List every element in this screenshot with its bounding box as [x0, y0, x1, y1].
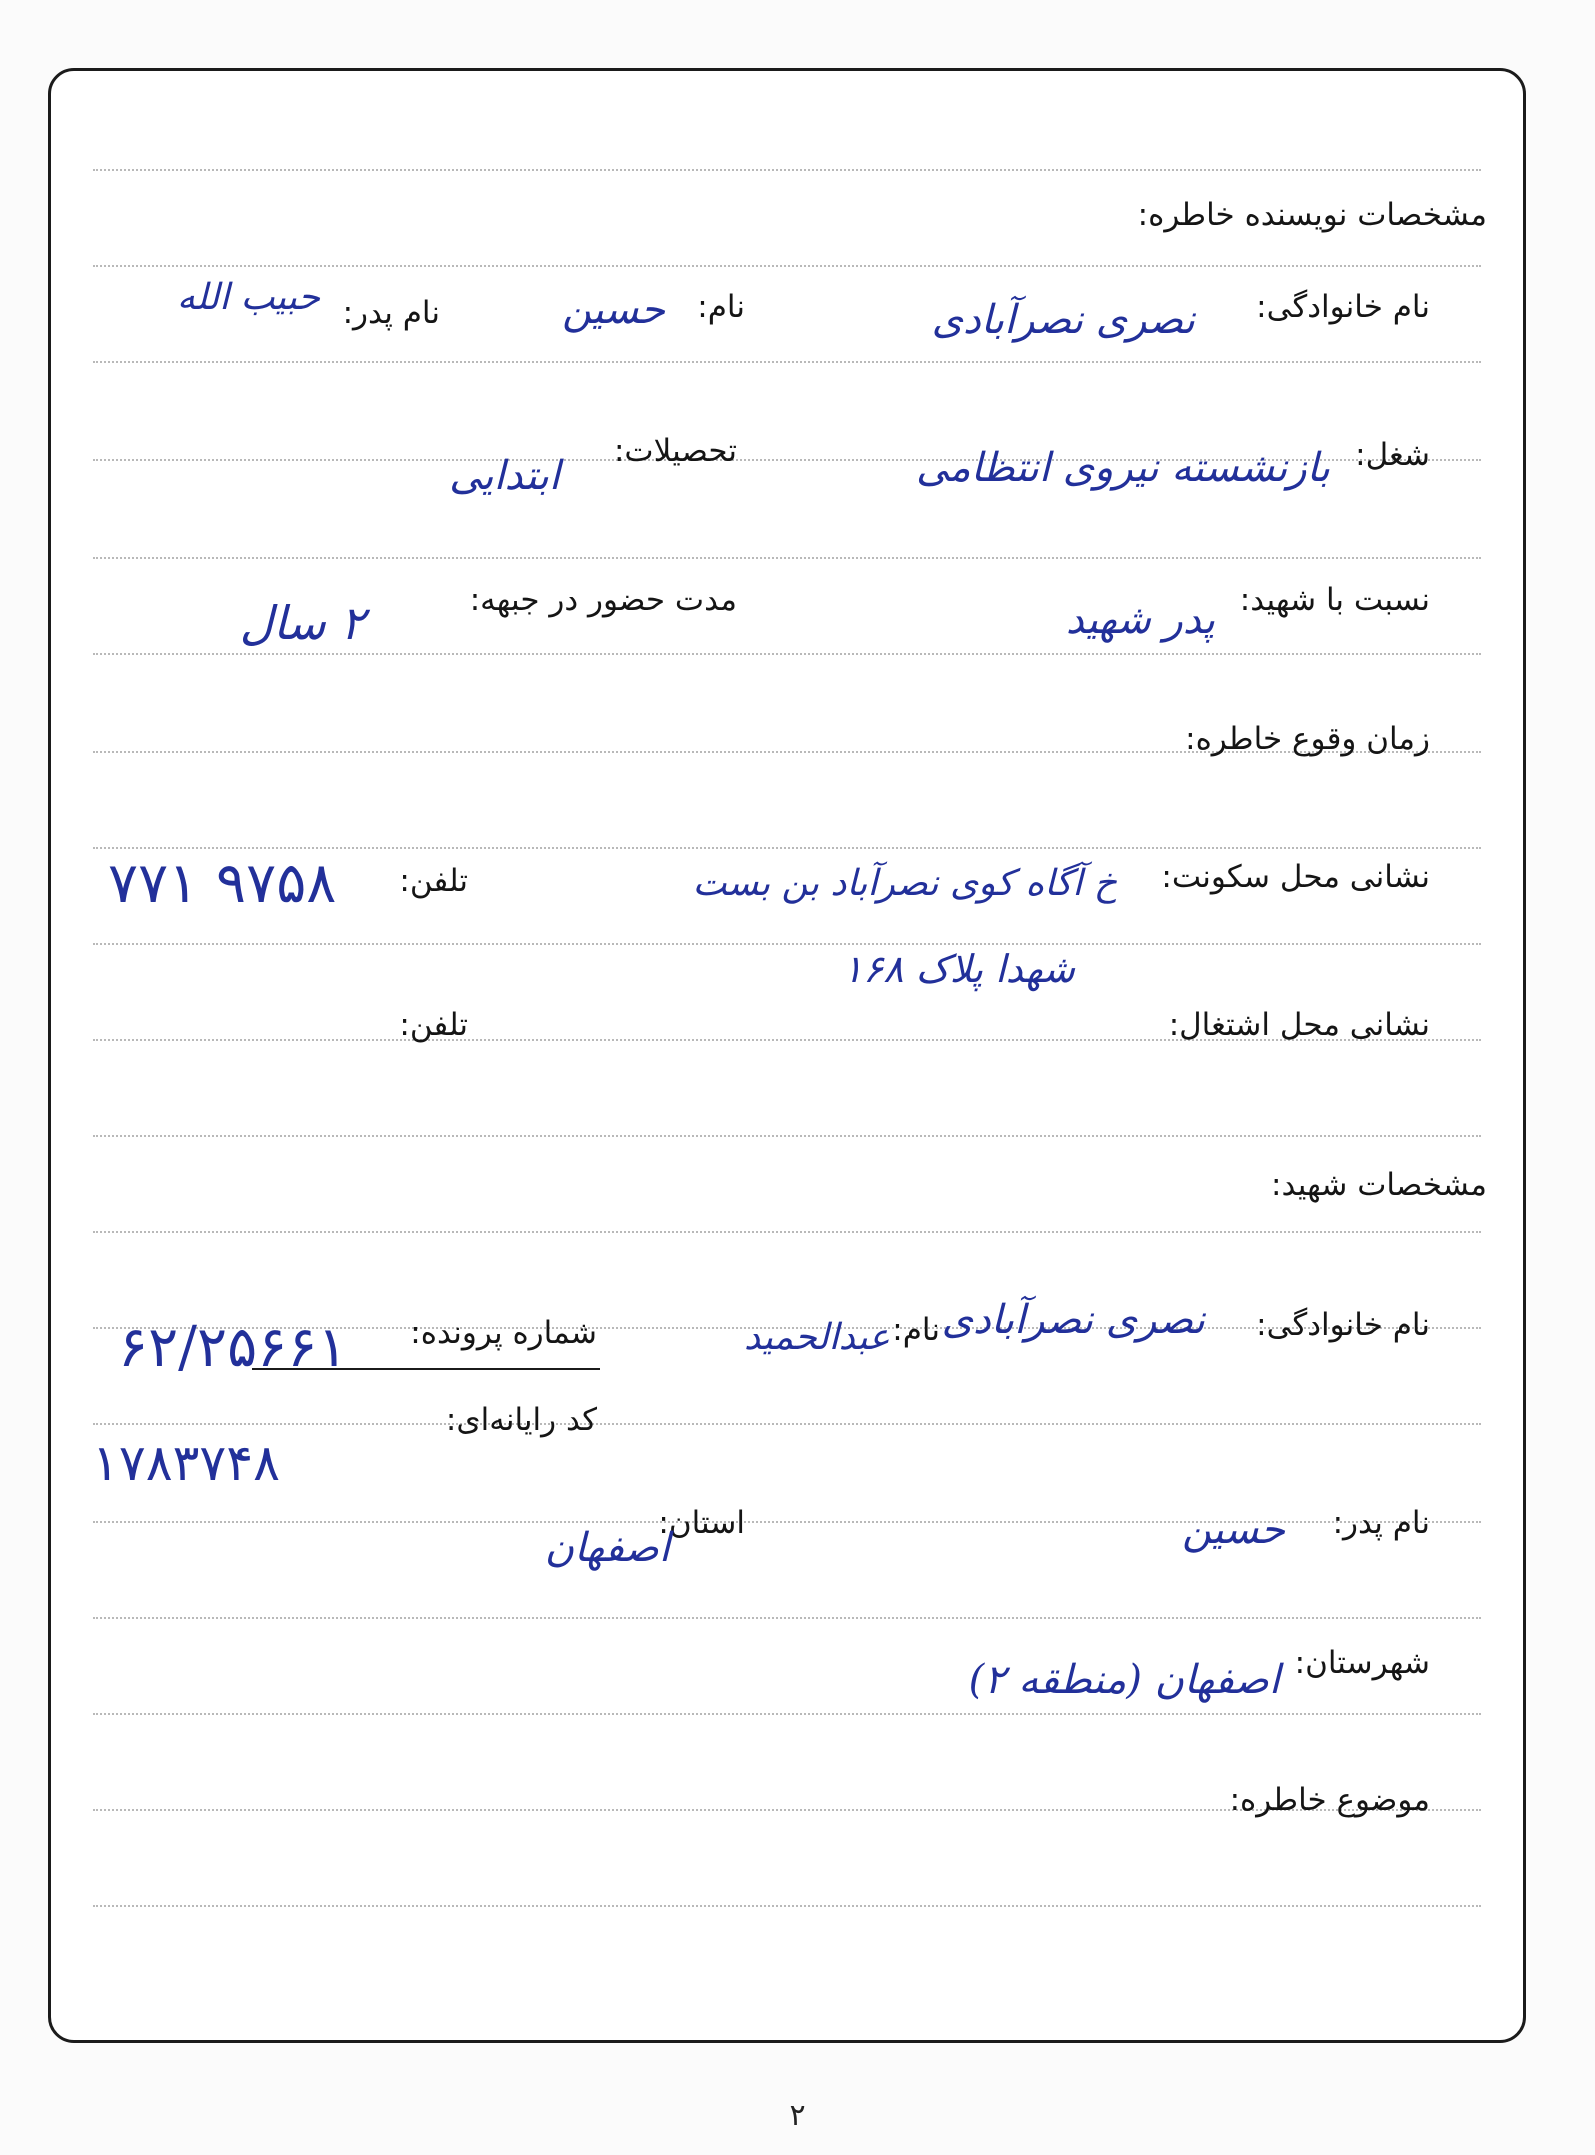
memory-subject-label: موضوع خاطره: — [1229, 1782, 1430, 1818]
writer-name-value: حسین — [562, 287, 665, 333]
martyr-name-value: عبدالحمید — [743, 1317, 890, 1358]
form-frame — [48, 68, 1526, 2043]
writer-home-address-value: خ آگاه کوی نصرآباد بن بست — [692, 863, 1117, 904]
martyr-city-label: شهرستان: — [1294, 1645, 1430, 1681]
martyr-computer-code-label: کد رایانه‌ای: — [445, 1402, 597, 1438]
writer-memory-time-label: زمان وقوع خاطره: — [1185, 721, 1430, 757]
writer-home-phone-value: ۷۷۱ ۹۷۵۸ — [108, 851, 337, 916]
page-number: ۲ — [789, 2098, 806, 2133]
writer-relation-value: پدر شهید — [1065, 597, 1215, 643]
martyr-family-name-label: نام خانوادگی: — [1256, 1307, 1430, 1343]
martyr-name-label: نام: — [892, 1312, 940, 1348]
martyr-computer-code-value: ۱۷۸۳۷۴۸ — [92, 1434, 280, 1492]
writer-home-address-value-2: شهدا پلاک ۱۶۸ — [842, 947, 1075, 991]
writer-home-address-label: نشانی محل سکونت: — [1161, 859, 1430, 895]
writer-family-name-label: نام خانوادگی: — [1256, 289, 1430, 325]
writer-father-label: نام پدر: — [342, 295, 440, 331]
writer-family-name-value: نصری نصرآبادی — [931, 297, 1195, 343]
writer-job-label: شغل: — [1355, 437, 1430, 473]
martyr-family-name-value: نصری نصرآبادی — [941, 1297, 1205, 1343]
writer-work-address-label: نشانی محل اشتغال: — [1168, 1007, 1430, 1043]
martyr-file-number-value: ۶۲/۲۵۶۶۱ — [118, 1315, 348, 1380]
writer-education-value: ابتدایی — [449, 453, 560, 499]
martyr-city-value: اصفهان (منطقه ۲) — [968, 1657, 1280, 1703]
martyr-heading: مشخصات شهید: — [1271, 1167, 1487, 1203]
writer-father-value: حبیب الله — [177, 277, 320, 318]
martyr-province-label: استان: — [658, 1505, 745, 1541]
writer-heading: مشخصات نویسنده خاطره: — [1137, 197, 1487, 233]
martyr-father-label: نام پدر: — [1332, 1505, 1430, 1541]
writer-job-value: بازنشسته نیروی انتظامی — [915, 445, 1330, 491]
writer-front-duration-value: ۲ سال — [239, 596, 365, 650]
martyr-province-value: اصفهان — [544, 1525, 670, 1571]
writer-home-phone-label: تلفن: — [399, 863, 468, 899]
martyr-file-number-label: شماره پرونده: — [410, 1315, 597, 1351]
writer-front-duration-label: مدت حضور در جبهه: — [469, 582, 737, 618]
martyr-father-value: حسین — [1182, 1507, 1285, 1553]
writer-education-label: تحصیلات: — [613, 433, 737, 469]
writer-name-label: نام: — [697, 289, 745, 325]
writer-relation-label: نسبت با شهید: — [1239, 582, 1430, 618]
writer-work-phone-label: تلفن: — [399, 1007, 468, 1043]
